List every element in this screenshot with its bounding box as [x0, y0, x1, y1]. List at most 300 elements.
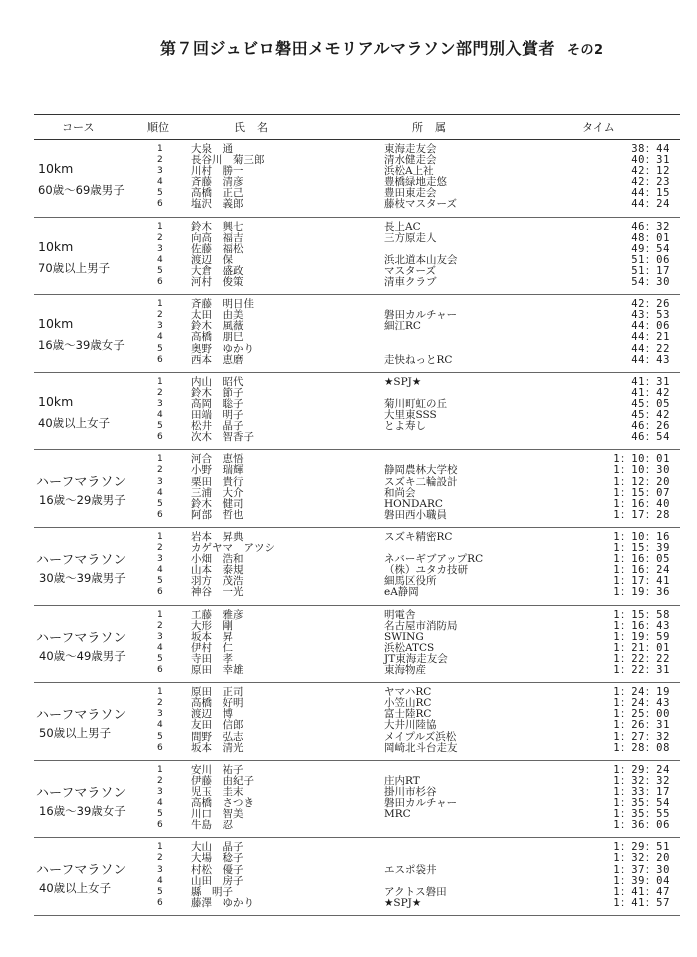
name-cell: 伊村 仁 [191, 641, 233, 654]
header-course: コース [62, 121, 95, 134]
rank-cell: 5 [157, 421, 163, 432]
name-cell: 鈴木 健司 [191, 497, 244, 510]
name-cell: 高橋 朋巳 [191, 331, 244, 344]
time-cell: 1：12：20 [613, 475, 670, 488]
result-rows [152, 144, 680, 211]
name-cell: 鈴木 興七 [191, 220, 244, 233]
time-cell: 54：30 [631, 276, 670, 289]
name-cell: 小野 瑞輝 [191, 464, 244, 477]
rank-cell: 4 [157, 177, 163, 188]
name-cell: 田端 明子 [191, 409, 244, 422]
name-cell: 工藤 雅彦 [191, 608, 244, 621]
rank-cell: 2 [157, 387, 163, 398]
name-cell: 阿部 哲也 [191, 508, 244, 521]
result-row [152, 465, 680, 476]
time-cell: 45：05 [631, 397, 670, 410]
club-cell: 明電舎 [384, 608, 416, 621]
header-rank: 順位 [147, 121, 169, 134]
course-category: 40歳以上女子 [39, 881, 112, 896]
name-cell: 渡辺 保 [191, 253, 233, 266]
category-section [34, 373, 680, 451]
rank-cell: 3 [157, 864, 163, 875]
name-cell: 鈴木 風薇 [191, 320, 244, 333]
rank-cell: 1 [157, 454, 163, 465]
rank-cell: 3 [157, 709, 163, 720]
rank-cell: 4 [157, 487, 163, 498]
club-cell: 和尚会 [384, 486, 416, 499]
result-row [152, 743, 680, 754]
rank-cell: 5 [157, 809, 163, 820]
time-cell: 1：28：08 [613, 741, 670, 754]
rank-cell: 6 [157, 509, 163, 520]
course-distance: ハーフマラソン [36, 552, 127, 568]
result-row [152, 277, 680, 288]
course-label [34, 761, 146, 838]
name-cell: 高橋 好明 [191, 697, 244, 710]
club-cell: 静岡農林大学校 [384, 464, 458, 477]
name-cell: 村松 優子 [191, 863, 244, 876]
name-cell: 松井 晶子 [191, 420, 244, 433]
club-cell: 三方原走人 [384, 231, 437, 244]
time-cell: 1：15：07 [613, 486, 670, 499]
name-cell: 高岡 聡子 [191, 397, 244, 410]
time-cell: 1：10：30 [613, 464, 670, 477]
name-cell: 安川 祐子 [191, 763, 244, 776]
name-cell: 向高 福吉 [191, 231, 244, 244]
rank-cell: 4 [157, 798, 163, 809]
name-cell: 原田 幸雄 [191, 664, 244, 677]
course-label [34, 606, 146, 683]
name-cell: 太田 由美 [191, 309, 244, 322]
time-cell: 43：53 [631, 309, 670, 322]
course-distance: ハーフマラソン [36, 863, 127, 879]
table-body [34, 140, 680, 916]
result-rows [152, 222, 680, 289]
time-cell: 42：23 [631, 176, 670, 189]
club-cell: 富士陸RC [384, 708, 432, 721]
result-row [152, 355, 680, 366]
rank-cell: 1 [157, 687, 163, 698]
category-section [34, 761, 680, 839]
rank-cell: 4 [157, 875, 163, 886]
rank-cell: 3 [157, 321, 163, 332]
rank-cell: 4 [157, 332, 163, 343]
course-label [34, 528, 146, 605]
result-row [152, 610, 680, 621]
rank-cell: 5 [157, 188, 163, 199]
rank-cell: 4 [157, 720, 163, 731]
name-cell: 岩本 昇典 [191, 530, 244, 543]
club-cell: 磐田カルチャー [384, 309, 458, 322]
name-cell: 長谷川 菊三郎 [191, 154, 265, 167]
time-cell: 42：26 [631, 298, 670, 311]
rank-cell: 3 [157, 166, 163, 177]
club-cell: 清水健走会 [384, 154, 437, 167]
category-section [34, 683, 680, 761]
time-cell: 1：35：55 [613, 808, 670, 821]
time-cell: 1：39：04 [613, 874, 670, 887]
rank-cell: 5 [157, 343, 163, 354]
club-cell: （株）ユタカ技研 [384, 564, 468, 577]
name-cell: 渡辺 博 [191, 708, 233, 721]
time-cell: 1：29：24 [613, 763, 670, 776]
results-table [34, 114, 680, 916]
time-cell: 51：17 [631, 264, 670, 277]
rank-cell: 2 [157, 543, 163, 554]
rank-cell: 3 [157, 554, 163, 565]
time-cell: 44：15 [631, 187, 670, 200]
result-row [152, 199, 680, 210]
course-category: 30歳～39歳男子 [39, 570, 126, 585]
time-cell: 45：42 [631, 409, 670, 422]
rank-cell: 6 [157, 199, 163, 210]
course-distance: 10km [38, 316, 74, 332]
time-cell: 1：21：01 [613, 641, 670, 654]
club-cell: 細江RC [384, 320, 421, 333]
rank-cell: 6 [157, 820, 163, 831]
time-cell: 44：43 [631, 353, 670, 366]
course-distance: ハーフマラソン [36, 475, 127, 491]
rank-cell: 2 [157, 853, 163, 864]
rank-cell: 6 [157, 587, 163, 598]
result-row [152, 820, 680, 831]
name-cell: 原田 正司 [191, 686, 244, 699]
result-rows [152, 377, 680, 444]
result-rows [152, 610, 680, 677]
name-cell: 牛島 忍 [191, 819, 233, 832]
club-cell: 小笠山RC [384, 697, 432, 710]
rank-cell: 1 [157, 764, 163, 775]
name-cell: 小畑 浩和 [191, 553, 244, 566]
club-cell: 走快ねっとRC [384, 353, 453, 366]
time-cell: 1：36：06 [613, 819, 670, 832]
name-cell: 川村 勝一 [191, 165, 244, 178]
result-rows [152, 299, 680, 366]
rank-cell: 6 [157, 432, 163, 443]
name-cell: 次木 智香子 [191, 431, 254, 444]
header-club: 所属 [412, 121, 458, 134]
club-cell: 名古屋市消防局 [384, 619, 458, 632]
club-cell: 磐田西小職員 [384, 508, 447, 521]
name-cell: 河村 俊策 [191, 276, 244, 289]
time-cell: 1：37：30 [613, 863, 670, 876]
course-distance: 10km [38, 161, 74, 176]
time-cell: 1：35：54 [613, 797, 670, 810]
club-cell: 東海物産 [384, 664, 426, 677]
name-cell: 山田 房子 [191, 874, 244, 887]
time-cell: 1：33：17 [613, 785, 670, 798]
name-cell: 内山 昭代 [191, 375, 244, 388]
rank-cell: 2 [157, 155, 163, 166]
time-cell: 1：16：40 [613, 497, 670, 510]
club-cell: 大井川陸協 [384, 719, 437, 732]
time-cell: 1：24：43 [613, 697, 670, 710]
result-rows [152, 687, 680, 754]
header-name: 氏名 [234, 121, 280, 134]
rank-cell: 2 [157, 698, 163, 709]
name-cell: 大倉 盛政 [191, 264, 244, 277]
result-row [152, 432, 680, 443]
time-cell: 1：22：31 [613, 664, 670, 677]
rank-cell: 2 [157, 620, 163, 631]
title-suffix: その2 [567, 43, 604, 58]
name-cell: 羽方 茂浩 [191, 575, 244, 588]
club-cell: HONDARC [384, 497, 443, 510]
club-cell: 掛川市杉谷 [384, 785, 437, 798]
rank-cell: 4 [157, 254, 163, 265]
club-cell: 浜北道本山友会 [384, 253, 458, 266]
time-cell: 46：26 [631, 420, 670, 433]
name-cell: 斉藤 明日佳 [191, 298, 254, 311]
rank-cell: 3 [157, 398, 163, 409]
time-cell: 1：15：39 [613, 542, 670, 555]
rank-cell: 1 [157, 531, 163, 542]
name-cell: 伊藤 由紀子 [191, 774, 254, 787]
time-cell: 1：24：19 [613, 686, 670, 699]
result-row [152, 898, 680, 909]
club-cell: ネバーギブアップRC [384, 553, 484, 566]
time-cell: 40：31 [631, 154, 670, 167]
result-row [152, 332, 680, 343]
course-category: 16歳～39歳女子 [39, 803, 126, 818]
header-time: タイム [582, 121, 615, 134]
result-row [152, 853, 680, 864]
result-row [152, 510, 680, 521]
club-cell: 浜松ATCS [384, 641, 435, 654]
time-cell: 48：01 [631, 231, 670, 244]
category-section [34, 140, 680, 218]
club-cell: マスターズ [384, 264, 436, 277]
result-row [152, 587, 680, 598]
time-cell: 1：19：59 [613, 630, 670, 643]
course-distance: 10km [38, 238, 74, 254]
time-cell: 1：27：32 [613, 730, 670, 743]
rank-cell: 3 [157, 476, 163, 487]
rank-cell: 1 [157, 221, 163, 232]
rank-cell: 2 [157, 232, 163, 243]
time-cell: 1：32：32 [613, 774, 670, 787]
club-cell: 庄内RT [384, 774, 420, 787]
club-cell: メイプルズ浜松 [384, 730, 457, 743]
club-cell: JT東海走友会 [384, 652, 448, 665]
name-cell: 神谷 一光 [191, 586, 244, 599]
name-cell: 三浦 大介 [191, 486, 244, 499]
rank-cell: 3 [157, 786, 163, 797]
course-category: 40歳～49歳男子 [39, 648, 126, 663]
name-cell: 大泉 通 [191, 143, 233, 155]
course-label [34, 838, 146, 915]
category-section [34, 295, 680, 373]
name-cell: 縣 明子 [191, 885, 233, 898]
time-cell: 44：21 [631, 331, 670, 344]
rank-cell: 5 [157, 576, 163, 587]
name-cell: 坂本 清光 [191, 741, 244, 754]
course-label [34, 218, 146, 295]
club-cell: エスポ袋井 [384, 863, 437, 876]
time-cell: 46：32 [631, 220, 670, 233]
result-rows [152, 765, 680, 832]
result-row [152, 865, 680, 876]
time-cell: 1：16：24 [613, 564, 670, 577]
rank-cell: 6 [157, 665, 163, 676]
rank-cell: 5 [157, 653, 163, 664]
rank-cell: 5 [157, 731, 163, 742]
rank-cell: 5 [157, 498, 163, 509]
time-cell: 1：32：20 [613, 852, 670, 865]
name-cell: 坂本 昇 [191, 630, 233, 643]
name-cell: 大形 剛 [191, 619, 233, 632]
name-cell: 奥野 ゆかり [191, 342, 254, 355]
time-cell: 44：22 [631, 342, 670, 355]
result-row [152, 732, 680, 743]
name-cell: 塩沢 義郎 [191, 198, 244, 211]
club-cell: 浜松A上社 [384, 165, 434, 178]
time-cell: 38：44 [631, 143, 670, 155]
course-category: 50歳以上男子 [39, 726, 112, 741]
club-cell: ★SPJ★ [384, 896, 422, 909]
name-cell: 佐藤 福松 [191, 242, 244, 255]
rank-cell: 6 [157, 277, 163, 288]
club-cell: 東海走友会 [384, 143, 437, 155]
rank-cell: 3 [157, 631, 163, 642]
club-cell: eA静岡 [384, 586, 419, 599]
club-cell: 菊川町虹の丘 [384, 397, 447, 410]
rank-cell: 5 [157, 265, 163, 276]
result-row [152, 344, 680, 355]
time-cell: 1：16：43 [613, 619, 670, 632]
name-cell: 大山 晶子 [191, 841, 244, 854]
club-cell: 岡崎北斗台走友 [384, 741, 458, 754]
table-header [34, 114, 680, 140]
category-section [34, 528, 680, 606]
rank-cell: 4 [157, 642, 163, 653]
title-main: 第７回ジュビロ磐田メモリアルマラソン部門別入賞者 [160, 39, 556, 58]
rank-cell: 3 [157, 243, 163, 254]
name-cell: 西本 恵磨 [191, 353, 244, 366]
time-cell: 1：29：51 [613, 841, 670, 854]
course-distance: 10km [38, 393, 74, 409]
rank-cell: 1 [157, 609, 163, 620]
club-cell: 豊田東走会 [384, 187, 437, 200]
time-cell: 1：17：41 [613, 575, 670, 588]
club-cell: アクトス磐田 [384, 885, 447, 898]
club-cell: 磐田カルチャー [384, 797, 458, 810]
course-distance: ハーフマラソン [36, 708, 127, 724]
name-cell: 栗田 貴行 [191, 475, 244, 488]
course-category: 16歳～39歳女子 [38, 338, 125, 353]
club-cell: SWING [384, 630, 424, 643]
time-cell: 41：31 [631, 375, 670, 388]
rank-cell: 2 [157, 465, 163, 476]
rank-cell: 1 [157, 299, 163, 310]
time-cell: 1：22：22 [613, 652, 670, 665]
name-cell: 斉藤 清彦 [191, 176, 244, 189]
course-label [34, 450, 146, 527]
rank-cell: 1 [157, 144, 163, 154]
category-section [34, 218, 680, 296]
time-cell: 46：54 [631, 431, 670, 444]
course-category: 16歳～29歳男子 [39, 493, 126, 508]
time-cell: 1：41：57 [613, 896, 670, 909]
rank-cell: 4 [157, 410, 163, 421]
rank-cell: 1 [157, 842, 163, 853]
club-cell: 豊橋緑地走悠 [384, 176, 447, 189]
time-cell: 1：16：05 [613, 553, 670, 566]
rank-cell: 1 [157, 376, 163, 387]
time-cell: 44：24 [631, 198, 670, 211]
result-rows [152, 454, 680, 521]
course-label [34, 373, 146, 450]
course-category: 70歳以上男子 [38, 260, 111, 275]
club-cell: ★SPJ★ [384, 375, 422, 388]
course-category: 60歳～69歳男子 [38, 183, 125, 197]
name-cell: 河合 恵悟 [191, 453, 244, 466]
time-cell: 1：17：28 [613, 508, 670, 521]
rank-cell: 2 [157, 775, 163, 786]
course-distance: ハーフマラソン [36, 630, 127, 646]
result-row [152, 665, 680, 676]
name-cell: 大場 稔子 [191, 852, 244, 865]
club-cell: 大里東SSS [384, 409, 437, 422]
rank-cell: 4 [157, 565, 163, 576]
name-cell: 鈴木 節子 [191, 386, 244, 399]
document-title [160, 36, 680, 59]
time-cell: 1：10：01 [613, 453, 670, 466]
rank-cell: 2 [157, 310, 163, 321]
club-cell: 細馬区役所 [384, 575, 437, 588]
time-cell: 49：54 [631, 242, 670, 255]
name-cell: 高橋 正己 [191, 187, 244, 200]
time-cell: 1：19：36 [613, 586, 670, 599]
category-section [34, 838, 680, 916]
rank-cell: 6 [157, 897, 163, 908]
result-rows [152, 842, 680, 909]
time-cell: 41：42 [631, 386, 670, 399]
time-cell: 1：10：16 [613, 530, 670, 543]
course-label [34, 683, 146, 760]
result-row [152, 477, 680, 488]
name-cell: 寺田 孝 [191, 652, 233, 665]
course-label [34, 295, 146, 372]
name-cell: 友田 信郎 [191, 719, 244, 732]
time-cell: 1：25：00 [613, 708, 670, 721]
club-cell: 長上AC [384, 220, 421, 233]
club-cell: 藤枝マスターズ [384, 198, 457, 211]
result-row [152, 720, 680, 731]
name-cell: 山本 泰規 [191, 564, 244, 577]
name-cell: 児玉 圭末 [191, 785, 244, 798]
time-cell: 44：06 [631, 320, 670, 333]
time-cell: 1：41：47 [613, 885, 670, 898]
category-section [34, 606, 680, 684]
time-cell: 51：06 [631, 253, 670, 266]
rank-cell: 6 [157, 354, 163, 365]
club-cell: スズキ精密RC [384, 530, 453, 543]
course-category: 40歳以上女子 [38, 415, 111, 430]
rank-cell: 5 [157, 886, 163, 897]
time-cell: 1：26：31 [613, 719, 670, 732]
course-label [34, 140, 146, 217]
club-cell: スズキ二輪設計 [384, 475, 458, 488]
club-cell: MRC [384, 808, 411, 821]
time-cell: 1：15：58 [613, 608, 670, 621]
name-cell: 間野 弘志 [191, 730, 244, 743]
category-section [34, 450, 680, 528]
time-cell: 42：12 [631, 165, 670, 178]
club-cell: 清車クラブ [384, 276, 437, 289]
name-cell: 高橋 さつき [191, 797, 254, 810]
name-cell: 川口 智美 [191, 808, 244, 821]
